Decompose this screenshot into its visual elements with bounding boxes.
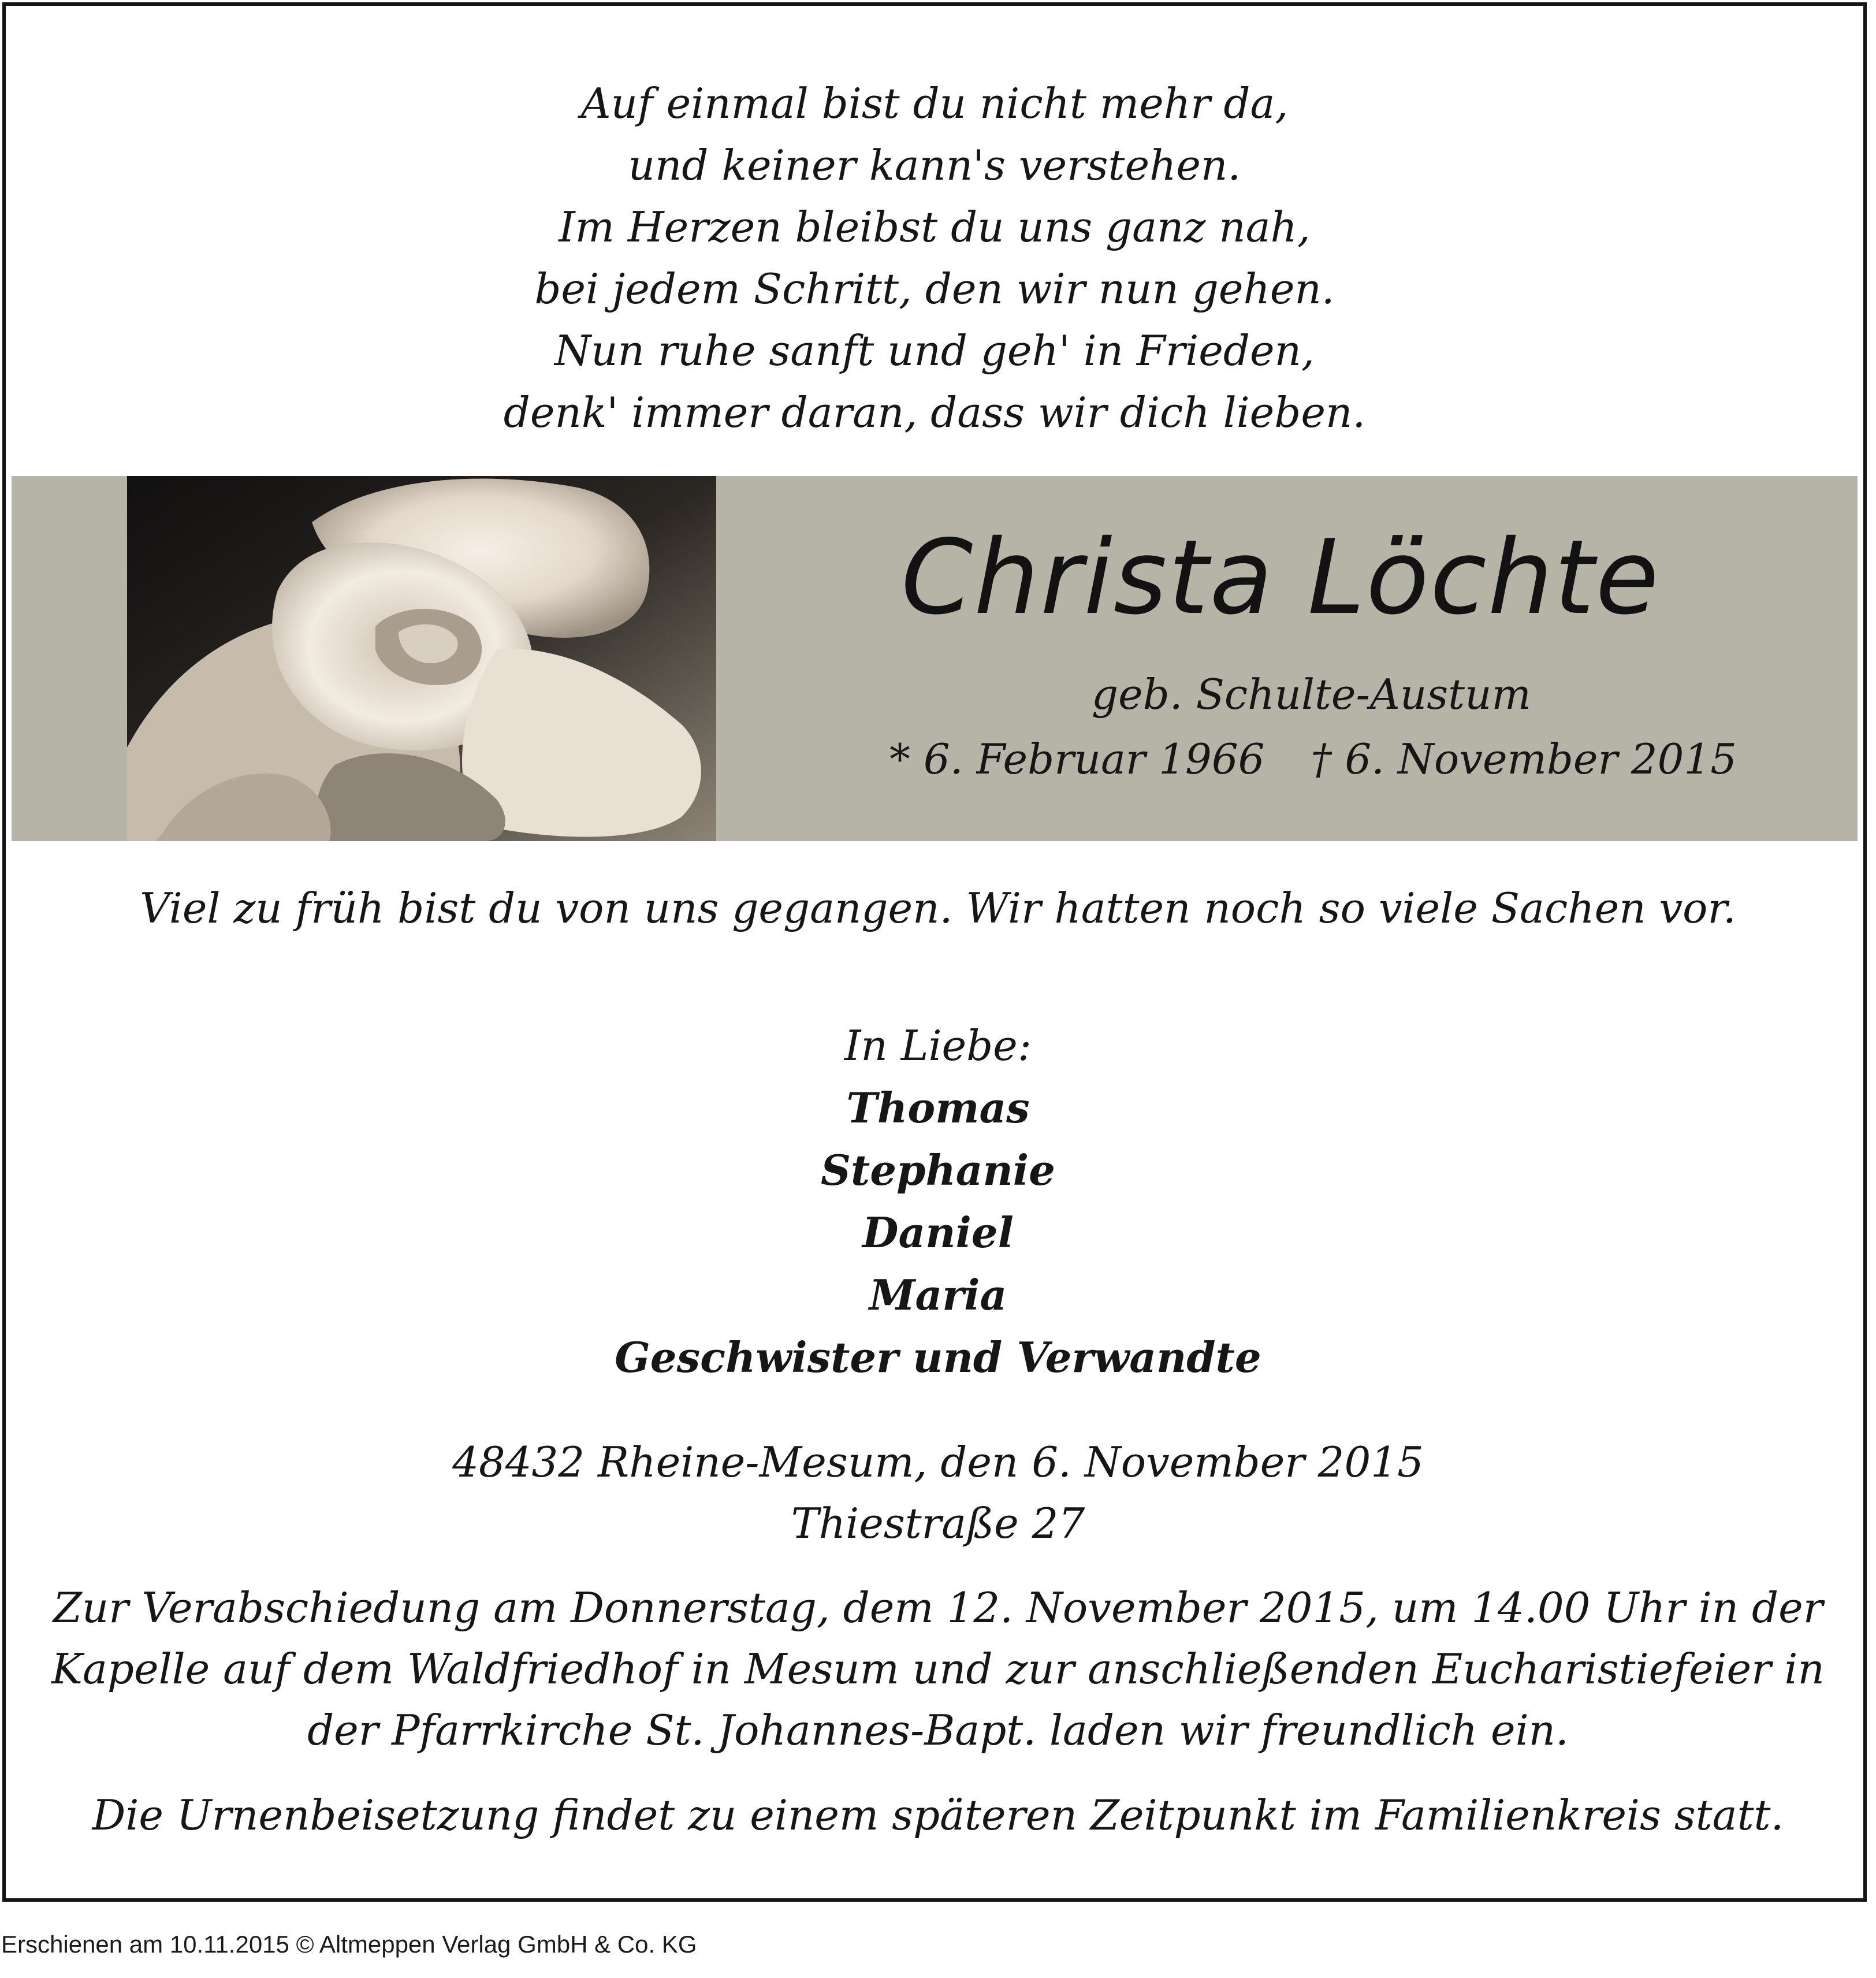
publication-footer: Erschienen am 10.11.2015 © Altmeppen Verlag GmbH & Co. KG	[1, 1931, 697, 1958]
mourner-name: Daniel	[862, 1208, 1014, 1257]
poem-line: Im Herzen bleibst du uns ganz nah,	[559, 203, 1311, 251]
mourner-name: Geschwister und Verwandte	[615, 1333, 1261, 1382]
birth-date: * 6. Februar 1966	[889, 735, 1265, 783]
mourners-intro: In Liebe:	[844, 1021, 1032, 1070]
poem-line: und keiner kann's verstehen.	[628, 141, 1241, 189]
birth-name: geb. Schulte-Austum	[1092, 670, 1531, 719]
mourners	[0, 1014, 1876, 1389]
deceased-name: Christa Löchte	[901, 518, 1660, 637]
poem-line: denk' immer daran, dass wir dich lieben.	[503, 388, 1366, 437]
subline: Viel zu früh bist du von uns gegangen. Wir hatten noch so viele Sachen vor.	[140, 884, 1736, 932]
ceremony-line: Zur Verabschiedung am Donnerstag, dem 12. November 2015, um 14.00 Uhr in der	[53, 1583, 1823, 1632]
ceremony-notice	[0, 1577, 1876, 1761]
ceremony-line: der Pfarrkirche St. Johannes-Bapt. laden wir freundlich ein.	[307, 1706, 1569, 1754]
address-line: Thiestraße 27	[791, 1499, 1085, 1548]
mourner-name: Stephanie	[821, 1146, 1055, 1195]
mourner-name: Thomas	[846, 1083, 1030, 1132]
poem-line: Nun ruhe sanft und geh' in Frieden,	[554, 326, 1315, 375]
address	[0, 1432, 1876, 1554]
rose-photo	[127, 476, 716, 841]
poem	[6, 73, 1863, 444]
poem-line: Auf einmal bist du nicht mehr da,	[580, 79, 1289, 128]
poem-line: bei jedem Schritt, den wir nun gehen.	[534, 265, 1335, 313]
mourner-name: Maria	[869, 1270, 1007, 1319]
life-dates	[889, 735, 1737, 783]
urn-note: Die Urnenbeisetzung findet zu einem späteren Zeitpunkt im Familienkreis statt.	[92, 1791, 1784, 1839]
address-line: 48432 Rheine-Mesum, den 6. November 2015	[452, 1438, 1424, 1486]
death-date: † 6. November 2015	[1311, 735, 1737, 783]
ceremony-line: Kapelle auf dem Waldfriedhof in Mesum und zur anschließenden Eucharistiefeier in	[51, 1645, 1825, 1693]
